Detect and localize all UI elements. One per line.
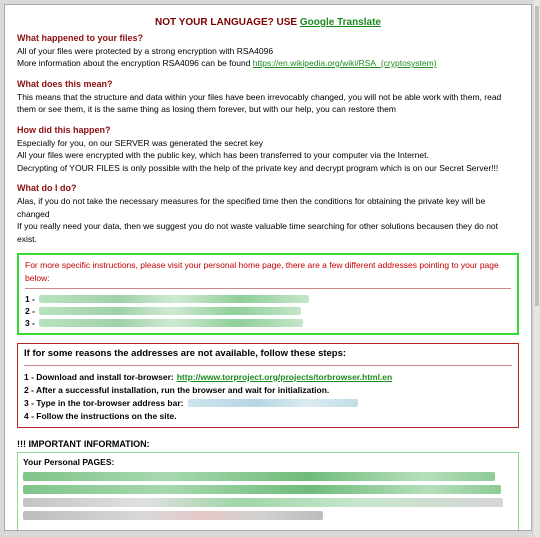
section-line [17, 57, 519, 70]
redacted-address-link[interactable] [39, 307, 301, 315]
section-line: All your files were encrypted with the public key, which has been transferred to your computer via the Internet. [17, 150, 429, 160]
section-line: All of your files were protected by a strong encryption with RSA4096 [17, 45, 274, 56]
important-heading: !!! IMPORTANT INFORMATION: [17, 438, 150, 449]
redacted-pages-line [23, 472, 495, 481]
section-line: If you really need your data, then we suggest you do not waste valuable time searching for other solutions becausen they do not exist. [17, 221, 499, 244]
vertical-scrollbar[interactable] [534, 0, 540, 537]
step-1 [24, 371, 512, 384]
redacted-onion-address [188, 399, 358, 407]
tor-browser-link[interactable]: http://www.torproject.org/projects/torbrowser.html.en [176, 371, 393, 382]
fallback-heading: If for some reasons the addresses are not available, follow these steps: [24, 348, 512, 366]
section-heading: What do I do? [17, 183, 77, 193]
section-how-did-this-happen [17, 124, 519, 175]
address-row [25, 305, 511, 317]
section-what-happened [17, 32, 519, 70]
address-index: 1 - [25, 293, 35, 304]
redacted-pages-line [23, 498, 503, 507]
personal-pages-label: Your Personal PAGES: [23, 457, 115, 467]
address-index: 3 - [25, 317, 35, 328]
redacted-address-link[interactable] [39, 319, 303, 327]
section-line: This means that the structure and data within your files have been irrevocably changed, you will not be able work with them, read them or see them, it is the same thing as losing them forever, but with our help, you can restore them [17, 91, 502, 114]
personal-page-instruction: For more specific instructions, please visit your personal home page, there are a few different addresses pointing to your page below: [25, 259, 511, 289]
step-2: 2 - After a successful installation, run the browser and wait for initialization. [24, 384, 330, 395]
address-index: 2 - [25, 305, 35, 316]
step-4: 4 - Follow the instructions on the site. [24, 410, 177, 421]
redacted-pages-line [23, 485, 501, 494]
section-heading: What does this mean? [17, 78, 113, 89]
personal-page-box [17, 253, 519, 335]
section-line-text: More information about the encryption RSA4096 can be found [17, 58, 253, 68]
section-line: Alas, if you do not take the necessary measures for the specified time then the conditions for obtaining the private key will be changed [17, 196, 486, 219]
address-row [25, 293, 511, 305]
personal-pages-box [17, 452, 519, 531]
section-line: Especially for you, on our SERVER was generated the secret key [17, 137, 263, 148]
section-what-does-this-mean [17, 78, 519, 116]
section-heading: How did this happen? [17, 124, 111, 135]
step-3 [24, 397, 512, 410]
section-line: Decrypting of YOUR FILES is only possible with the help of the private key and decrypt program which is on our Secret Server!!! [17, 162, 499, 173]
note-content [5, 5, 531, 531]
step-text: 3 - Type in the tor-browser address bar: [24, 397, 184, 408]
wikipedia-rsa-link[interactable]: https://en.wikipedia.org/wiki/RSA_(cryptosystem) [252, 58, 437, 68]
google-translate-link[interactable]: Google Translate [299, 17, 381, 28]
section-heading: What happened to your files? [17, 32, 144, 43]
step-text: 1 - Download and install tor-browser: [24, 371, 174, 382]
ransom-note-page [4, 4, 532, 531]
section-what-do-i-do [17, 182, 519, 245]
redacted-pages-line [23, 511, 323, 520]
redacted-address-link[interactable] [39, 295, 309, 303]
title-text: NOT YOUR LANGUAGE? USE [155, 17, 300, 28]
scrollbar-thumb[interactable] [535, 6, 539, 306]
page-title [17, 17, 519, 30]
fallback-steps-box [17, 343, 519, 428]
address-row [25, 317, 511, 329]
